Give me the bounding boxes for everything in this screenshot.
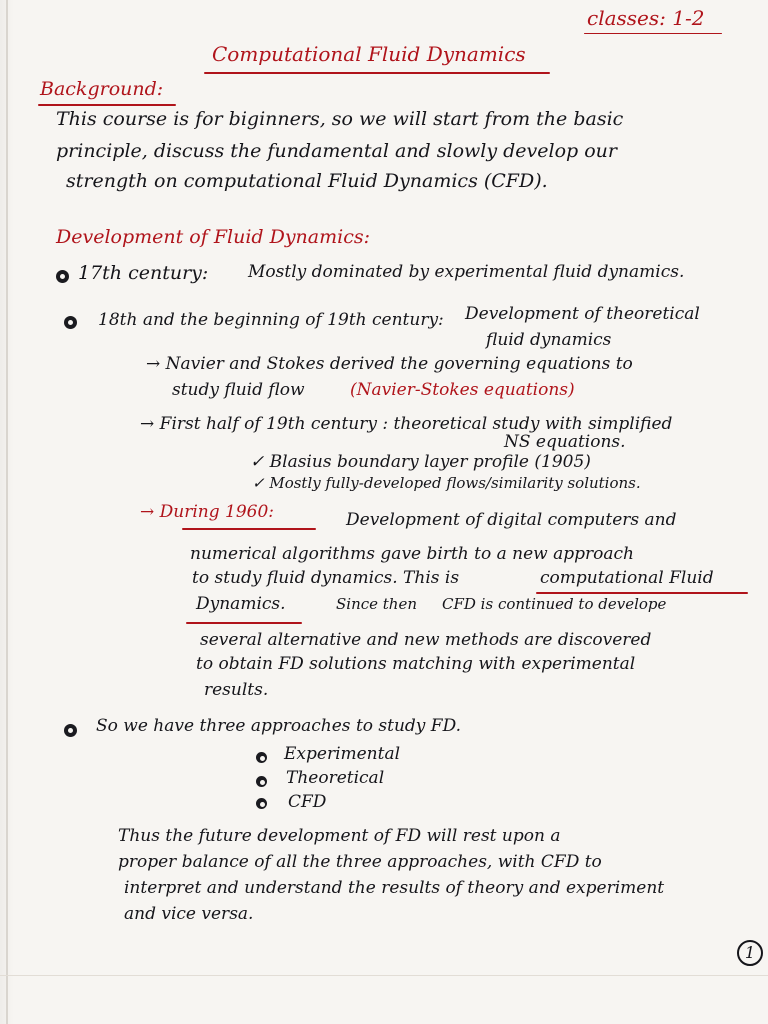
background-line-2: principle, discuss the fundamental and slowly develop our (56, 140, 617, 162)
background-heading: Background: (40, 78, 164, 100)
numerical-line-2a: to study fluid dynamics. This is (192, 568, 460, 588)
cfd-underline-1 (536, 592, 748, 594)
classes-underline (584, 33, 722, 34)
mostly-item: ✓ Mostly fully-developed flows/similarity solutions. (252, 474, 641, 492)
c18-text-1: Development of theoretical (465, 304, 700, 324)
bullet-icon (64, 316, 77, 329)
conclusion-line-3: interpret and understand the results of theory and experiment (124, 878, 665, 898)
page-edge (6, 0, 8, 1024)
conclusion-line-1: Thus the future development of FD will rest upon a (118, 826, 561, 846)
c17-label: 17th century: (78, 262, 209, 284)
blasius-item: ✓ Blasius boundary layer profile (1905) (250, 452, 591, 472)
development-heading: Development of Fluid Dynamics: (56, 226, 371, 248)
cfd-highlight-2: Dynamics. (196, 594, 286, 614)
first-half-line-1: → First half of 19th century : theoretical study with simplified (140, 414, 673, 434)
background-line-3: strength on computational Fluid Dynamics (CFD). (66, 170, 548, 192)
approach-theoretical: Theoretical (286, 768, 385, 788)
page-number: 1 (737, 940, 763, 966)
conclusion-line-4: and vice versa. (124, 904, 254, 924)
approaches-intro: So we have three approaches to study FD. (96, 716, 462, 736)
bullet-icon (64, 724, 77, 737)
bullet-icon (256, 752, 267, 763)
conclusion-line-2: proper balance of all the three approaches, with CFD to (118, 852, 602, 872)
background-line-1: This course is for biginners, so we will start from the basic (56, 108, 624, 130)
during-label: → During 1960: (140, 502, 275, 522)
bullet-icon (256, 776, 267, 787)
c17-text: Mostly dominated by experimental fluid dynamics. (248, 262, 685, 282)
several-line-1: several alternative and new methods are discovered (200, 630, 652, 650)
navier-line-1: → Navier and Stokes derived the governing equations to (146, 354, 633, 374)
bullet-icon (256, 798, 267, 809)
cfd-continued: CFD is continued to develope (442, 595, 667, 613)
numerical-line-1: numerical algorithms gave birth to a new approach (190, 544, 634, 564)
c18-text-2: fluid dynamics (486, 330, 612, 350)
during-underline (182, 528, 316, 530)
background-underline (38, 104, 176, 106)
page-bottom-rule (0, 975, 768, 976)
title-underline (204, 72, 550, 74)
classes-label: classes: 1-2 (587, 6, 705, 30)
first-half-line-2: NS equations. (504, 432, 626, 452)
approach-experimental: Experimental (284, 744, 401, 764)
cfd-highlight-1: computational Fluid (540, 568, 714, 588)
page-title: Computational Fluid Dynamics (212, 42, 526, 66)
approach-cfd: CFD (288, 792, 327, 812)
since-then: Since then (336, 595, 418, 613)
navier-stokes-equations: (Navier-Stokes equations) (350, 380, 575, 400)
during-text: Development of digital computers and (346, 510, 677, 530)
cfd-underline-2 (186, 622, 302, 624)
several-line-3: results. (204, 680, 269, 700)
several-line-2: to obtain FD solutions matching with experimental (196, 654, 636, 674)
navier-line-2a: study fluid flow (172, 380, 305, 400)
bullet-icon (56, 270, 69, 283)
c18-label: 18th and the beginning of 19th century: (98, 310, 444, 330)
